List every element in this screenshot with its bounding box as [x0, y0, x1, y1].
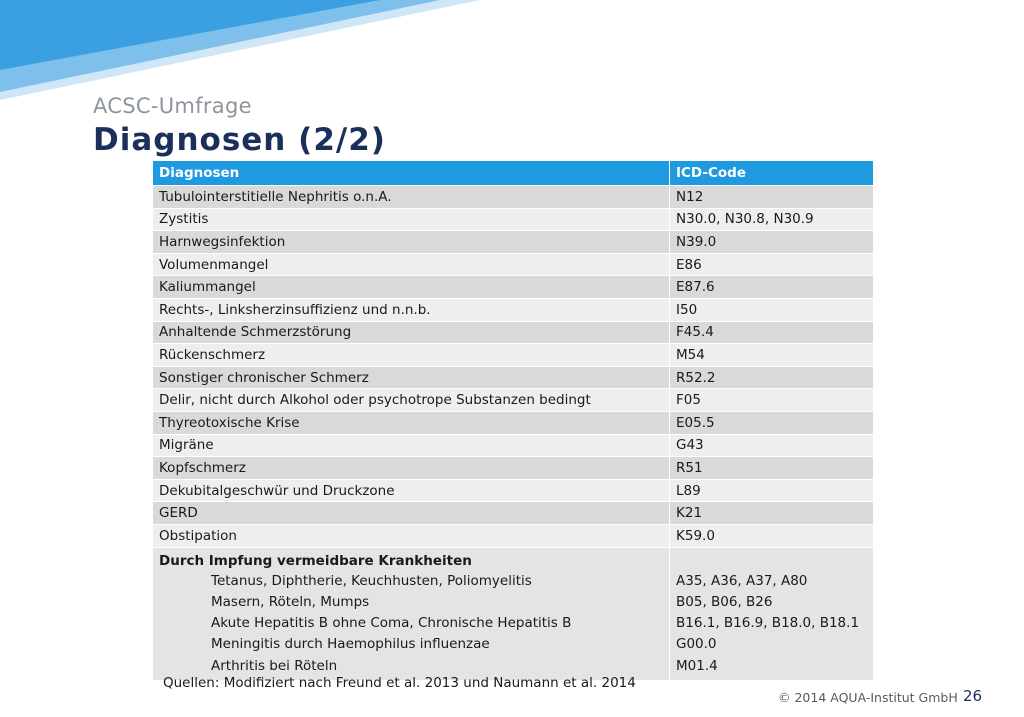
icd-code-cell: M54: [670, 344, 874, 367]
icd-code-cell: E86: [670, 253, 874, 276]
group-item-code: B16.1, B16.9, B18.0, B18.1: [676, 615, 860, 632]
table-row: [153, 231, 874, 254]
diagnoses-table: [152, 160, 874, 681]
diagnosis-cell: Delir, nicht durch Alkohol oder psychotrope Substanzen bedingt: [153, 389, 670, 412]
table-row: [153, 186, 874, 209]
icd-code-cell: R51: [670, 457, 874, 480]
decorative-banner: [0, 0, 480, 100]
table-row: [153, 208, 874, 231]
vaccine-group-diagnoses: [153, 547, 670, 680]
group-item-code: A35, A36, A37, A80: [676, 572, 808, 589]
table-row: [153, 366, 874, 389]
diagnosis-cell: Migräne: [153, 434, 670, 457]
icd-code-cell: F05: [670, 389, 874, 412]
diagnosis-cell: Kopfschmerz: [153, 457, 670, 480]
icd-code-cell: N39.0: [670, 231, 874, 254]
slide-subtitle: ACSC-Umfrage: [93, 94, 252, 118]
icd-code-cell: E87.6: [670, 276, 874, 299]
column-header-diagnosis: Diagnosen: [153, 161, 670, 186]
icd-code-cell: F45.4: [670, 321, 874, 344]
diagnosis-cell: Obstipation: [153, 524, 670, 547]
table-row: [153, 524, 874, 547]
column-header-icd-code: ICD-Code: [670, 161, 874, 186]
vaccine-group-row: [153, 547, 874, 680]
table-row: [153, 344, 874, 367]
table-row: [153, 411, 874, 434]
icd-code-cell: L89: [670, 479, 874, 502]
group-item-diagnosis: Meningitis durch Haemophilus influenzae: [211, 636, 490, 653]
diagnosis-cell: Rechts-, Linksherzinsuffizienz und n.n.b.: [153, 298, 670, 321]
table-row: [153, 276, 874, 299]
vaccine-group-codes: [670, 547, 874, 680]
group-item-code: B05, B06, B26: [676, 593, 773, 610]
icd-code-cell: K21: [670, 502, 874, 525]
table-row: [153, 457, 874, 480]
icd-code-cell: G43: [670, 434, 874, 457]
diagnosis-cell: GERD: [153, 502, 670, 525]
diagnosis-cell: Sonstiger chronischer Schmerz: [153, 366, 670, 389]
group-item-code: G00.0: [676, 636, 717, 653]
copyright: © 2014 AQUA-Institut GmbH: [778, 690, 958, 705]
icd-code-cell: N30.0, N30.8, N30.9: [670, 208, 874, 231]
diagnosis-cell: Rückenschmerz: [153, 344, 670, 367]
table-row: [153, 321, 874, 344]
group-item-diagnosis: Arthritis bei Röteln: [211, 657, 338, 674]
vaccine-group-heading: Durch Impfung vermeidbare Krankheiten: [159, 552, 472, 569]
source-note: Quellen: Modifiziert nach Freund et al. 2013 und Naumann et al. 2014: [163, 675, 636, 691]
icd-code-cell: I50: [670, 298, 874, 321]
diagnosis-cell: Volumenmangel: [153, 253, 670, 276]
group-item-code: M01.4: [676, 657, 718, 674]
table-row: [153, 434, 874, 457]
diagnosis-cell: Thyreotoxische Krise: [153, 411, 670, 434]
slide-title: Diagnosen (2/2): [93, 122, 386, 158]
diagnosis-cell: Tubulointerstitielle Nephritis o.n.A.: [153, 186, 670, 209]
group-item-diagnosis: Masern, Röteln, Mumps: [211, 593, 370, 610]
table-row: [153, 479, 874, 502]
page-number: 26: [963, 687, 983, 705]
table-row: [153, 389, 874, 412]
diagnosis-cell: Zystitis: [153, 208, 670, 231]
table-row: [153, 502, 874, 525]
icd-code-cell: E05.5: [670, 411, 874, 434]
diagnosis-cell: Dekubitalgeschwür und Druckzone: [153, 479, 670, 502]
icd-code-cell: K59.0: [670, 524, 874, 547]
diagnosis-cell: Anhaltende Schmerzstörung: [153, 321, 670, 344]
group-item-diagnosis: Akute Hepatitis B ohne Coma, Chronische Hepatitis B: [211, 615, 572, 632]
table-row: [153, 253, 874, 276]
icd-code-cell: R52.2: [670, 366, 874, 389]
table-header-row: [153, 161, 874, 186]
diagnosis-cell: Kaliummangel: [153, 276, 670, 299]
table-row: [153, 298, 874, 321]
icd-code-cell: N12: [670, 186, 874, 209]
diagnosis-cell: Harnwegsinfektion: [153, 231, 670, 254]
group-item-diagnosis: Tetanus, Diphtherie, Keuchhusten, Poliomyelitis: [211, 572, 532, 589]
